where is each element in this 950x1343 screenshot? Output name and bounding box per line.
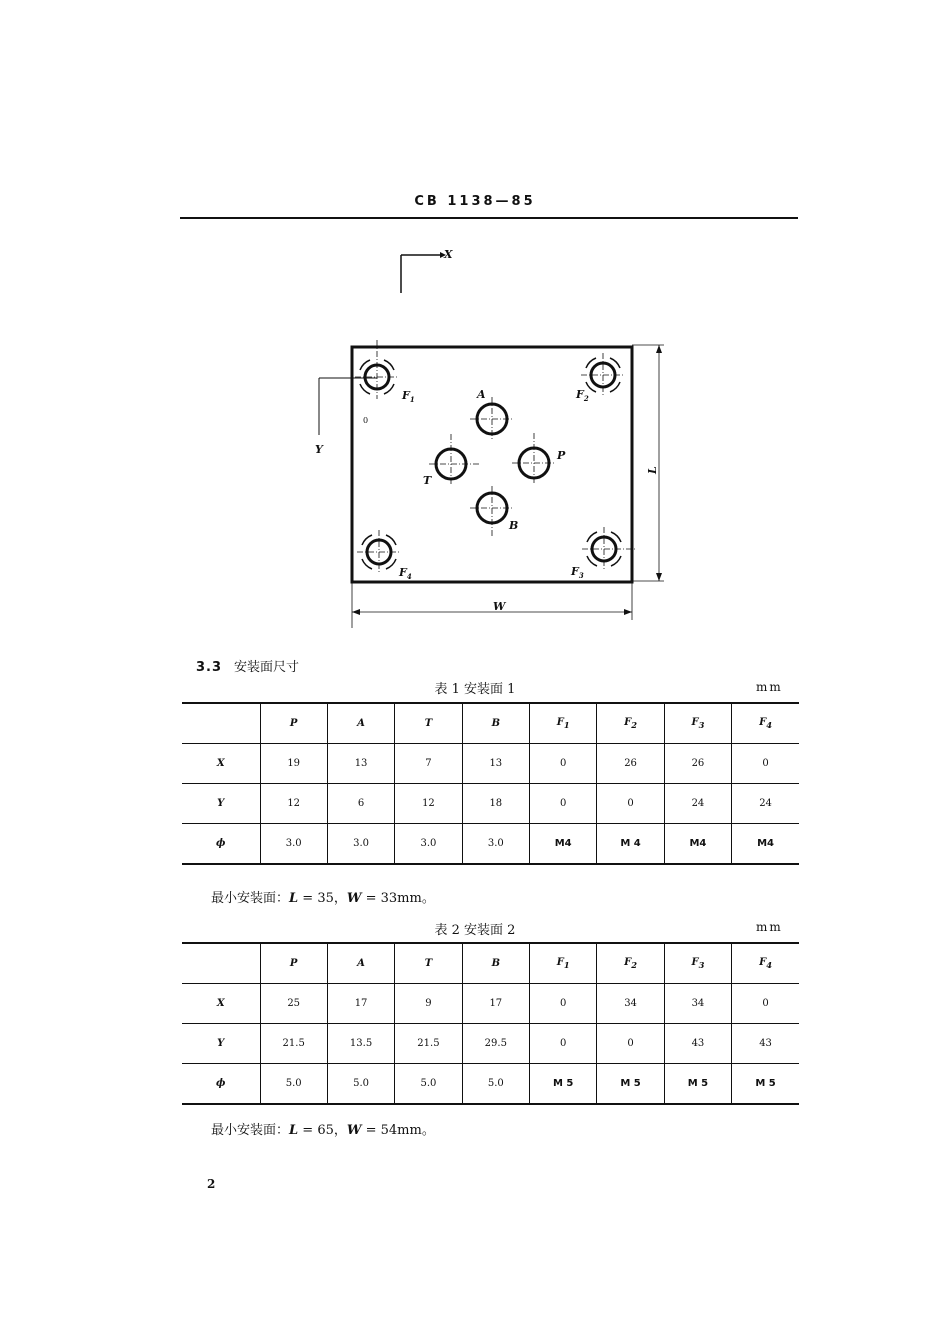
table-cell: M 5: [732, 1064, 799, 1105]
corner-cell: [182, 703, 260, 744]
table-cell: 0: [732, 744, 799, 784]
table-cell: 7: [395, 744, 462, 784]
table-cell: 17: [327, 984, 394, 1024]
table-cell: 3.0: [327, 824, 394, 865]
column-header-f2: $F_2$: [597, 943, 664, 984]
table-cell: 13.5: [327, 1024, 394, 1064]
table-cell: 34: [597, 984, 664, 1024]
port-hole-p: [512, 433, 556, 485]
table-cell: 21.5: [260, 1024, 327, 1064]
table-cell: 3.0: [395, 824, 462, 865]
row-label-diameter: ϕ: [182, 1064, 260, 1105]
table-cell: 0: [530, 784, 597, 824]
table-cell: M4: [732, 824, 799, 865]
column-header-f4: $F_4$: [732, 703, 799, 744]
port-hole-a: [470, 397, 514, 441]
fixing-label-f3: $F_3$: [571, 565, 584, 580]
mounting-surface-drawing: [300, 240, 680, 635]
fixing-label-f2: $F_2$: [576, 388, 589, 403]
table-row: [182, 1024, 799, 1064]
table-2-caption: 表 2 安装面 2: [434, 923, 516, 938]
width-label: W: [493, 600, 506, 613]
table-cell: 5.0: [327, 1064, 394, 1105]
table-cell: 3.0: [462, 824, 529, 865]
table-row: [182, 1064, 799, 1105]
row-label-diameter: ϕ: [182, 824, 260, 865]
table-cell: 13: [462, 744, 529, 784]
table-1-unit: mm: [756, 680, 783, 694]
fixing-hole-f1: [355, 340, 399, 399]
column-header-t: T: [395, 703, 462, 744]
table-cell: 3.0: [260, 824, 327, 865]
table-cell: 13: [327, 744, 394, 784]
row-label-y: Y: [182, 1024, 260, 1064]
column-header-f2: $F_2$: [597, 703, 664, 744]
axis-x-label: X: [444, 248, 453, 261]
port-label-p: P: [557, 449, 566, 462]
table-cell: M 5: [664, 1064, 731, 1105]
row-label-x: X: [182, 744, 260, 784]
table-cell: 0: [530, 1024, 597, 1064]
port-label-t: T: [423, 474, 432, 487]
table-cell: M4: [664, 824, 731, 865]
table-cell: 24: [664, 784, 731, 824]
document-code: CB 1138—85: [414, 194, 536, 209]
table-1-note: 最小安装面：L = 35，W = 33mm。: [211, 891, 435, 906]
plate-outline: [352, 347, 632, 582]
table-cell: 25: [260, 984, 327, 1024]
table-cell: M 5: [530, 1064, 597, 1105]
table-cell: 34: [664, 984, 731, 1024]
fixing-hole-f2: [581, 353, 625, 397]
table-cell: 12: [260, 784, 327, 824]
table-cell: 0: [597, 784, 664, 824]
column-header-f3: $F_3$: [664, 703, 731, 744]
port-hole-t: [429, 434, 479, 486]
table-2: [182, 942, 799, 1105]
table-cell: 0: [732, 984, 799, 1024]
table-2-note: 最小安装面：L = 65，W = 54mm。: [211, 1123, 435, 1138]
port-label-a: A: [477, 388, 486, 401]
origin-label: 0: [363, 416, 369, 425]
fixing-label-f1: $F_1$: [402, 389, 415, 404]
table-cell: 18: [462, 784, 529, 824]
row-label-x: X: [182, 984, 260, 1024]
table-header-row: [182, 703, 799, 744]
table-cell: 24: [732, 784, 799, 824]
section-number: 3.3: [196, 660, 223, 675]
table-cell: 5.0: [260, 1064, 327, 1105]
table-cell: M 4: [597, 824, 664, 865]
table-cell: 17: [462, 984, 529, 1024]
page-number: 2: [207, 1177, 216, 1191]
table-cell: 6: [327, 784, 394, 824]
axis-y-label: Y: [315, 443, 323, 456]
column-header-b: B: [462, 943, 529, 984]
fixing-hole-f4: [357, 530, 401, 574]
table-cell: 0: [530, 744, 597, 784]
table-cell: 0: [597, 1024, 664, 1064]
column-header-a: A: [327, 943, 394, 984]
table-cell: 43: [732, 1024, 799, 1064]
corner-cell: [182, 943, 260, 984]
table-cell: 12: [395, 784, 462, 824]
table-row: [182, 784, 799, 824]
length-label: L: [646, 466, 659, 474]
table-row: [182, 984, 799, 1024]
column-header-f4: $F_4$: [732, 943, 799, 984]
column-header-a: A: [327, 703, 394, 744]
table-cell: 26: [664, 744, 731, 784]
table-row: [182, 744, 799, 784]
column-header-p: P: [260, 943, 327, 984]
table-cell: 9: [395, 984, 462, 1024]
table-cell: 5.0: [395, 1064, 462, 1105]
table-cell: 26: [597, 744, 664, 784]
fixing-label-f4: $F_4$: [399, 566, 412, 581]
table-cell: 29.5: [462, 1024, 529, 1064]
table-cell: 21.5: [395, 1024, 462, 1064]
column-header-p: P: [260, 703, 327, 744]
table-1-caption: 表 1 安装面 1: [434, 682, 516, 697]
column-header-f3: $F_3$: [664, 943, 731, 984]
table-cell: 0: [530, 984, 597, 1024]
port-label-b: B: [509, 519, 519, 532]
table-1: [182, 702, 799, 865]
table-cell: 19: [260, 744, 327, 784]
row-label-y: Y: [182, 784, 260, 824]
section-title: 安装面尺寸: [234, 660, 300, 675]
column-header-t: T: [395, 943, 462, 984]
fixing-hole-f3: [582, 527, 636, 571]
table-2-unit: mm: [756, 920, 783, 934]
table-row: [182, 824, 799, 865]
table-cell: M4: [530, 824, 597, 865]
table-cell: 43: [664, 1024, 731, 1064]
table-cell: M 5: [597, 1064, 664, 1105]
column-header-b: B: [462, 703, 529, 744]
header-rule: [180, 217, 798, 219]
port-hole-b: [470, 486, 514, 538]
column-header-f1: $F_1$: [530, 703, 597, 744]
column-header-f1: $F_1$: [530, 943, 597, 984]
table-header-row: [182, 943, 799, 984]
section-heading: [196, 656, 299, 675]
table-cell: 5.0: [462, 1064, 529, 1105]
